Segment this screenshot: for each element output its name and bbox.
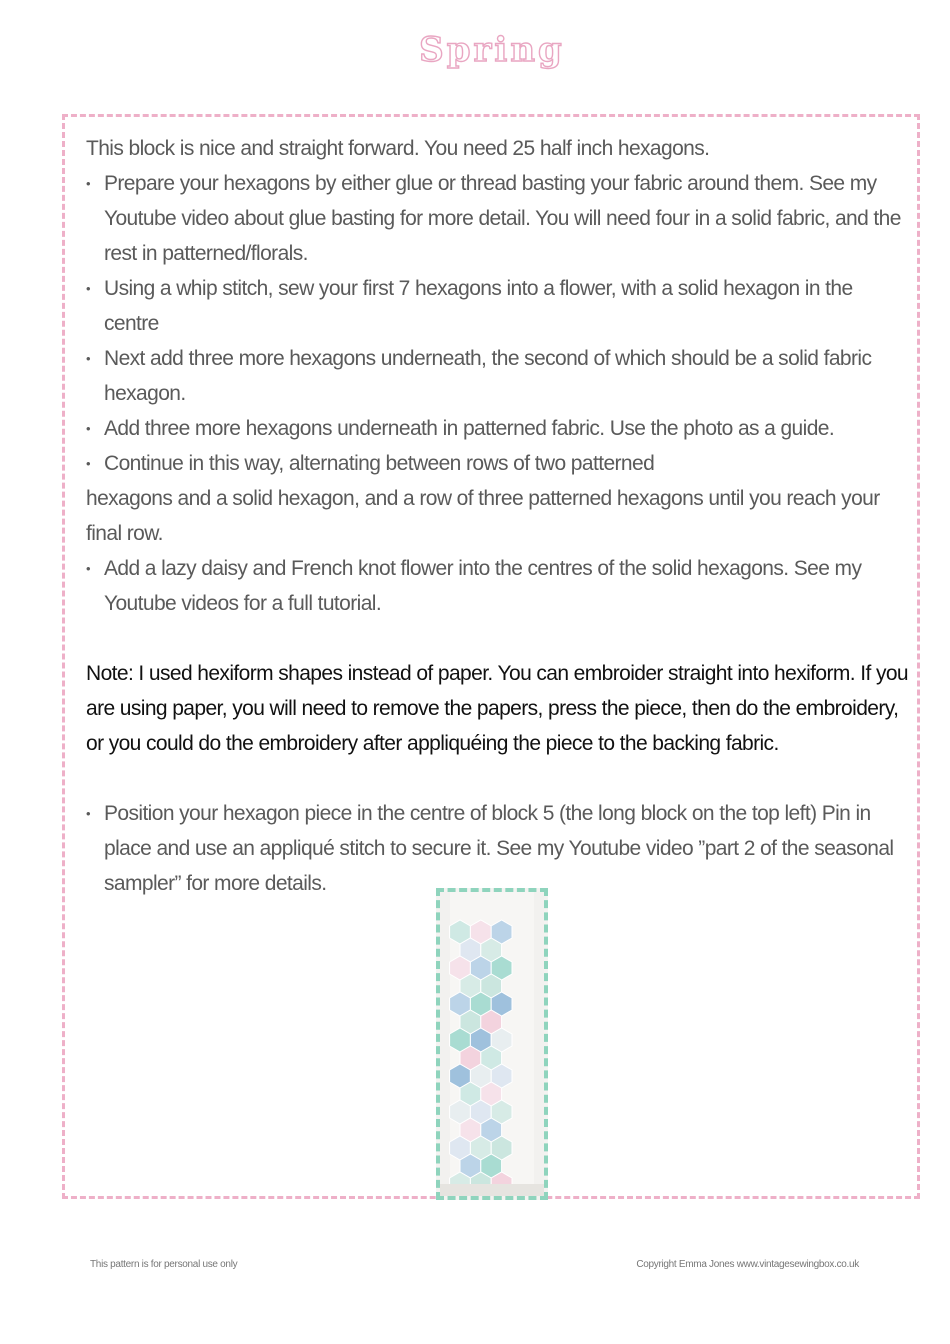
step-item: • Continue in this way, alternating between rows of two patterned xyxy=(86,446,908,481)
step-item: • Add three more hexagons underneath in patterned fabric. Use the photo as a guide. xyxy=(86,411,908,446)
step-item: • Using a whip stitch, sew your first 7 hexagons into a flower, with a solid hexagon in the centre xyxy=(86,271,908,341)
steps-list xyxy=(86,166,908,481)
page-title: Spring xyxy=(419,30,565,70)
hexagon-block-photo xyxy=(436,888,548,1200)
steps-list-embroidery xyxy=(86,551,908,621)
step-item: • Add a lazy daisy and French knot flower into the centres of the solid hexagons. See my Youtube videos for a full tutorial. xyxy=(86,551,908,621)
footer-copyright: Copyright Emma Jones www.vintagesewingbox.co.uk xyxy=(636,1259,859,1270)
intro-text: This block is nice and straight forward. You need 25 half inch hexagons. xyxy=(86,137,710,160)
instructions xyxy=(86,131,908,901)
step-item: • Position your hexagon piece in the centre of block 5 (the long block on the top left) Pin in place and use an appliqué stitch to secure it. See my Youtube video ”part 2 of the seasonal sampler” for more details. xyxy=(86,796,908,901)
hexagon-block-illustration xyxy=(440,892,544,1196)
step-item: • Next add three more hexagons underneath, the second of which should be a solid fabric hexagon. xyxy=(86,341,908,411)
step-item: • Prepare your hexagons by either glue or thread basting your fabric around them. See my Youtube video about glue basting for more detail. You will need four in a solid fabric, and the rest in patterned/florals. xyxy=(86,166,908,271)
step-continuation: hexagons and a solid hexagon, and a row of three patterned hexagons until you reach your final row. xyxy=(86,487,880,545)
steps-list-position xyxy=(86,796,908,901)
footer-personal-use: This pattern is for personal use only xyxy=(90,1259,238,1270)
note-text: Note: I used hexiform shapes instead of paper. You can embroider straight into hexiform. If you are using paper, you will need to remove the papers, press the piece, then do the embroidery, or you could do the embroidery after appliquéing the piece to the backing fabric. xyxy=(86,662,909,755)
